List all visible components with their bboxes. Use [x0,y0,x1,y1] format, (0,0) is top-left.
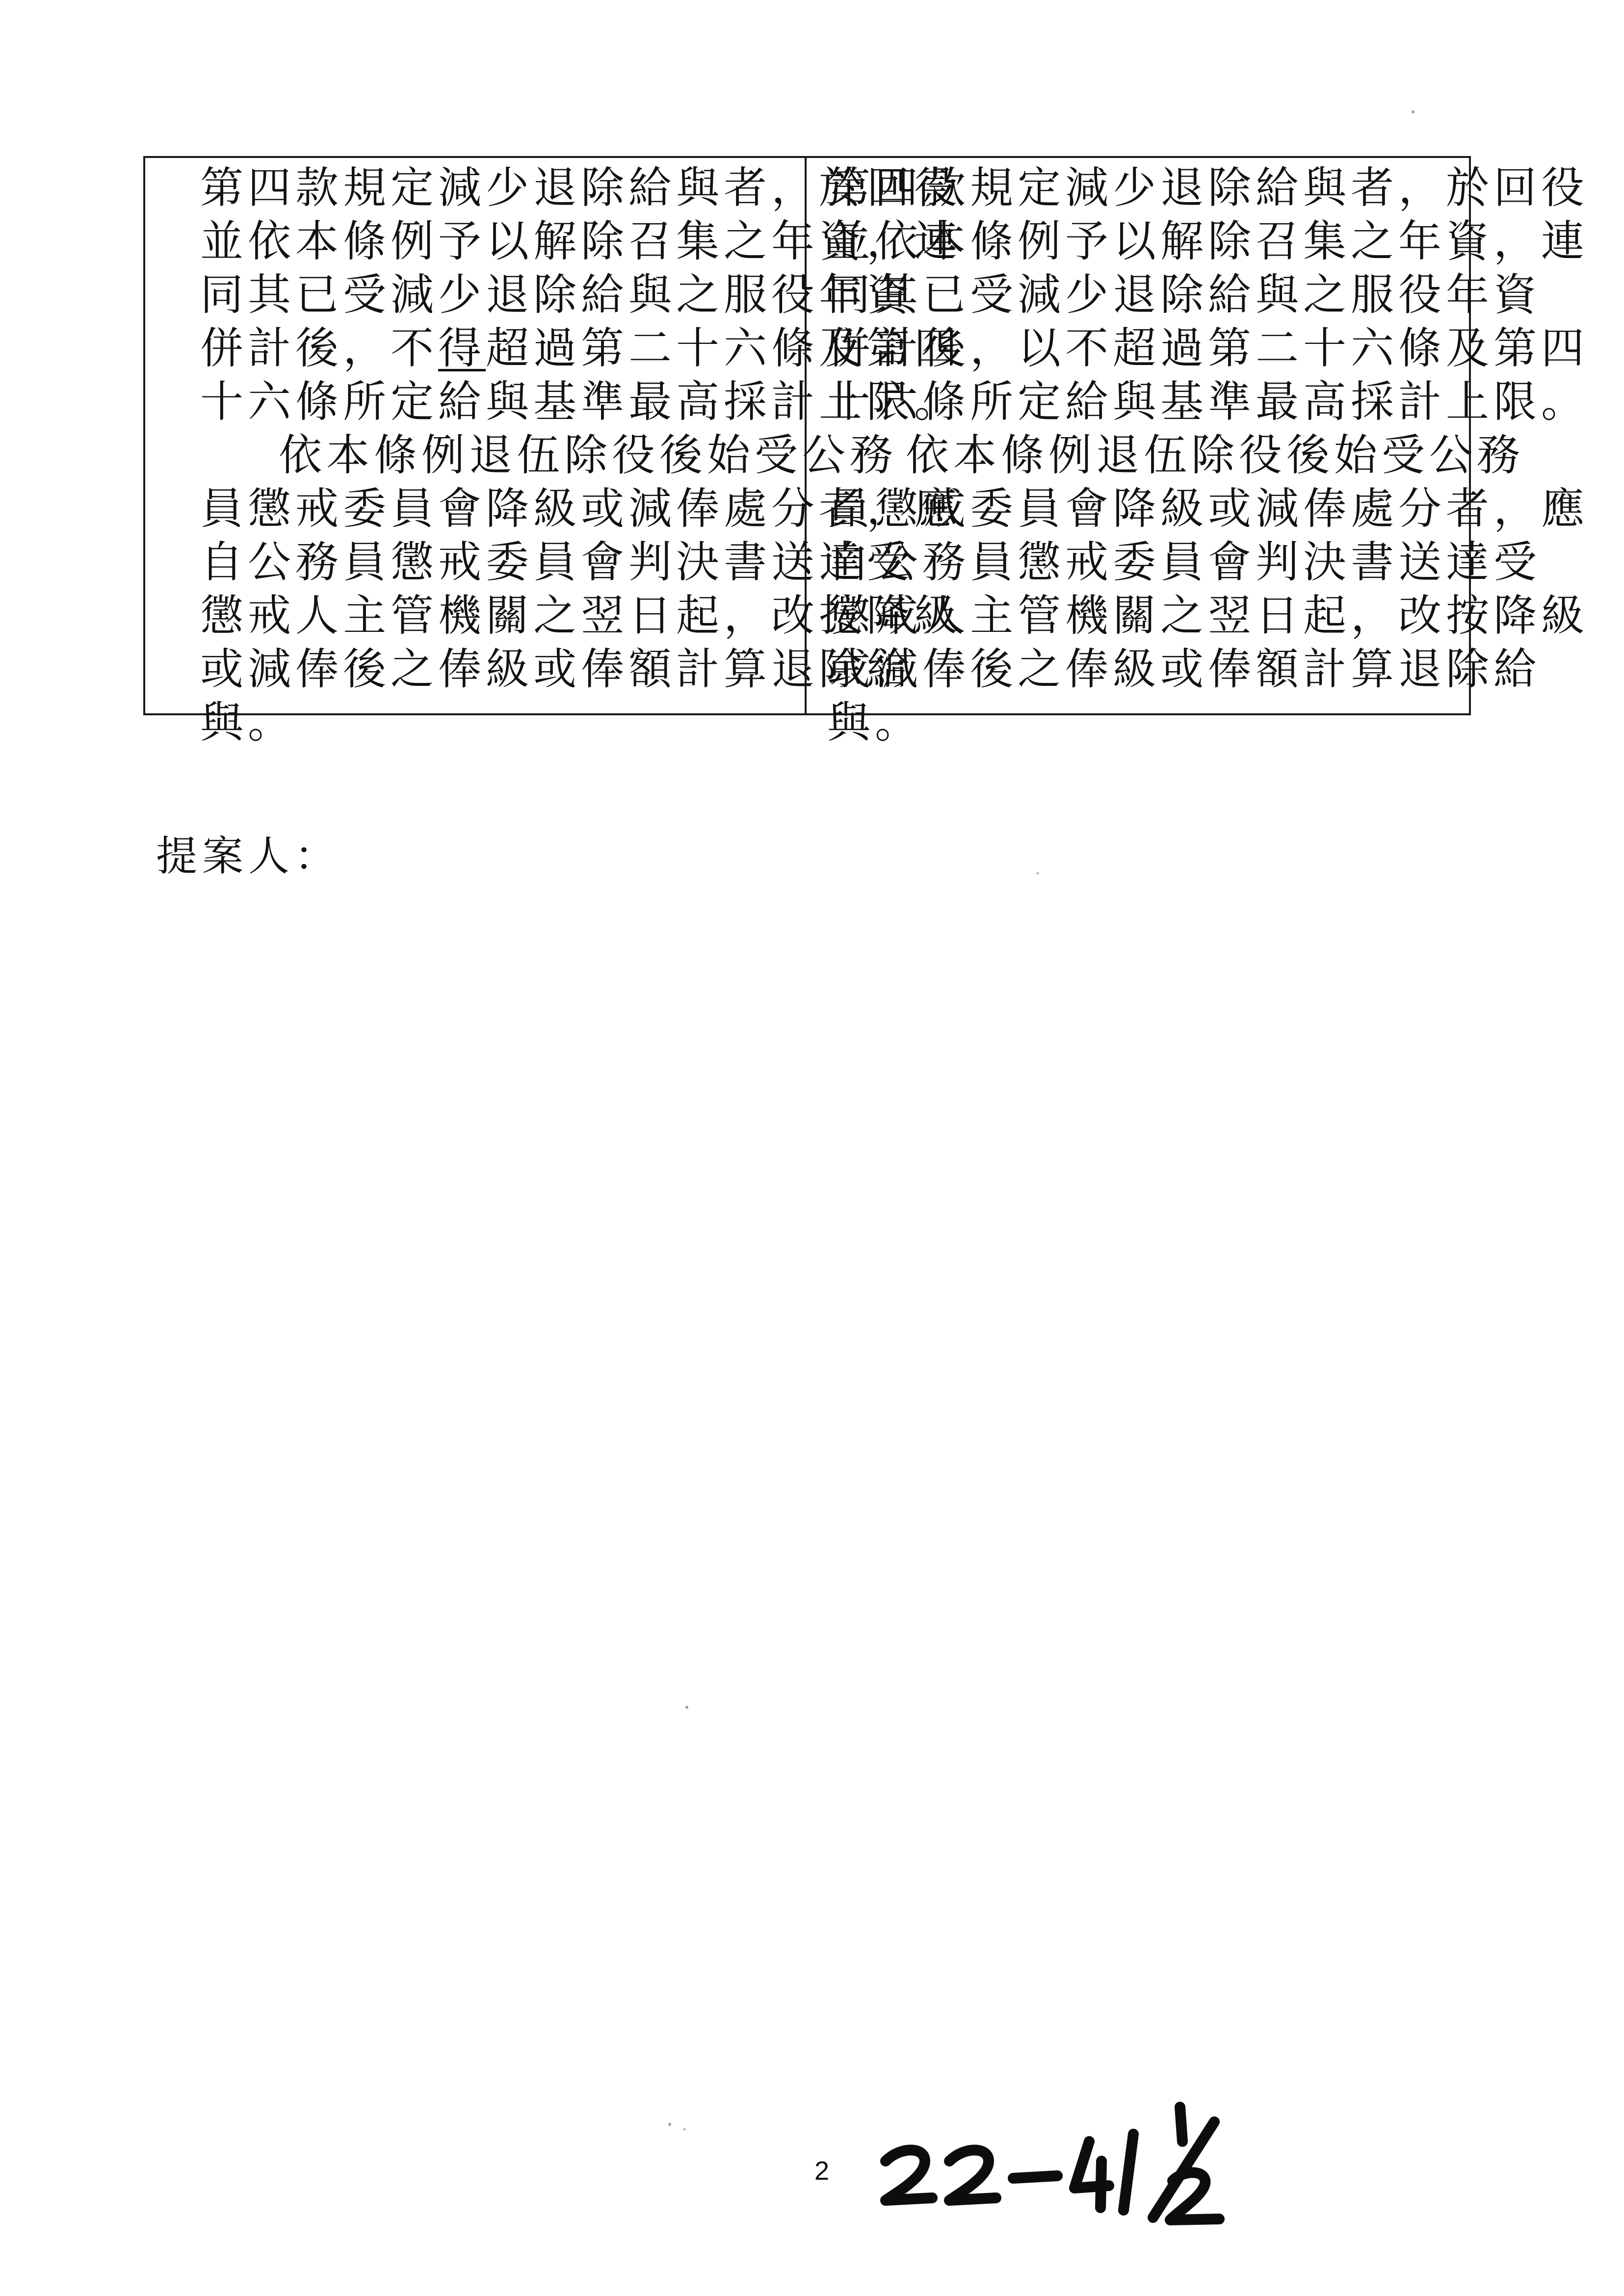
left-p2-line-3: 自公務員懲戒委員會判決書送達受 [200,537,915,587]
right-p2-line-1: 依本條例退伍除役後始受公務 [906,430,1525,480]
right-p1-line-5: 十六條所定給與基準最高採計上限。 [827,376,1589,427]
left-p1-line-4-text-b: 超過第二十六條及第四 [486,323,962,373]
right-p2-line-5: 或減俸後之俸級或俸額計算退除給 [827,644,1542,694]
left-p2-line-1: 依本條例退伍除役後始受公務 [279,430,898,480]
left-p2-line-4: 懲戒人主管機關之翌日起，改按降級 [200,590,962,641]
right-p1-line-2: 並依本條例予以解除召集之年資，連 [827,216,1589,266]
left-p1-line-4-text-a: 併計後，不 [200,323,439,373]
page-number: 2 [814,2156,830,2186]
right-p2-line-2: 員懲戒委員會降級或減俸處分者，應 [827,483,1589,534]
handwritten-annotation [866,2087,1249,2249]
comparison-table [143,156,1589,748]
right-p2-line-4: 懲戒人主管機關之翌日起，改按降級 [827,590,1589,641]
left-p1-line-3: 同其已受減少退除給與之服役年資 [200,269,915,320]
table-column-right [807,158,1589,748]
left-p1-line-2: 並依本條例予以解除召集之年資，連 [200,216,962,266]
underlined-amended-word: 得 [438,323,486,373]
table-column-left [145,158,962,748]
right-p2-line-6: 與。 [827,697,923,748]
left-p2-line-5: 或減俸後之俸級或俸額計算退除給 [200,644,915,694]
proposer-label: 提案人： [156,832,341,880]
left-p2-line-2: 員懲戒委員會降級或減俸處分者，應 [200,483,962,534]
left-p2-line-6: 與。 [200,697,296,748]
left-p1-line-5: 十六條所定給與基準最高採計上限。 [200,376,962,427]
right-p1-line-4: 併計後，以不超過第二十六條及第四 [827,323,1589,373]
right-p1-line-1: 第四款規定減少退除給與者，於回役 [827,162,1589,213]
left-p1-line-4 [145,321,962,375]
left-p1-line-1: 第四款規定減少退除給與者，於回役 [200,162,962,213]
right-p2-line-3: 自公務員懲戒委員會判決書送達受 [827,537,1542,587]
right-p1-line-3: 同其已受減少退除給與之服役年資 [827,269,1542,320]
